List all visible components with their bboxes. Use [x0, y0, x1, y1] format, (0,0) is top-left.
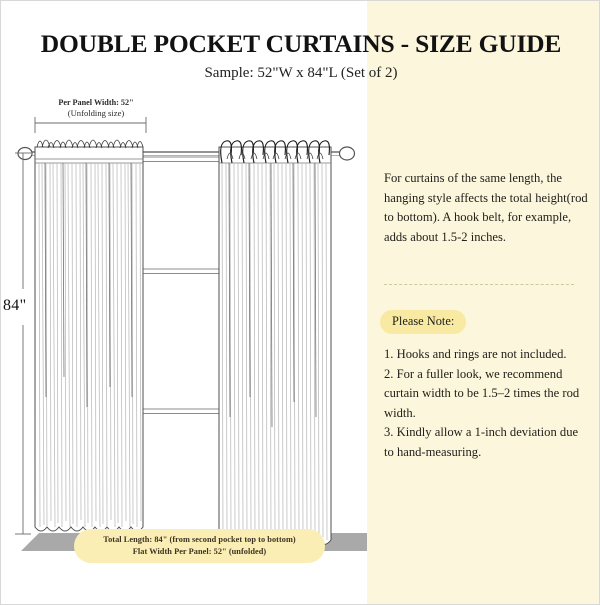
right-curtain-panel [219, 141, 331, 545]
left-curtain-panel [35, 140, 143, 531]
please-note-item-3: 3. Kindly allow a 1-inch deviation due to hand-measuring. [384, 425, 579, 459]
page-title: DOUBLE POCKET CURTAINS - SIZE GUIDE [40, 29, 562, 58]
please-note-list [384, 345, 588, 463]
rod-finial-left [18, 148, 32, 160]
panel-width-label [31, 97, 161, 119]
section-divider [384, 284, 574, 286]
height-dimension-line [15, 153, 31, 534]
caption-line-2: Flat Width Per Panel: 52" (unfolded) [132, 546, 267, 556]
please-note-badge: Please Note: [380, 310, 466, 334]
panel-width-label-line2: (Unfolding size) [67, 108, 125, 118]
total-length-caption [74, 529, 325, 563]
please-note-item-1: 1. Hooks and rings are not included. [384, 347, 567, 361]
hanging-style-note: For curtains of the same length, the hanging style affects the total height(rod to bottom). A hook belt, for example, adds about 1.5-2 inches. [384, 171, 588, 244]
caption-line-1: Total Length: 84" (from second pocket top to bottom) [103, 535, 296, 544]
page-subtitle: Sample: 52"W x 84"L (Set of 2) [204, 65, 398, 81]
height-label: 84" [3, 297, 27, 314]
panel-width-label-line1: Per Panel Width: 52" [58, 98, 134, 107]
please-note-item-2: 2. For a fuller look, we recommend curtain width to be 1.5–2 times the rod width. [384, 366, 580, 420]
width-dimension-line [35, 117, 146, 133]
rod-finial-right [340, 147, 355, 160]
header [1, 1, 600, 97]
